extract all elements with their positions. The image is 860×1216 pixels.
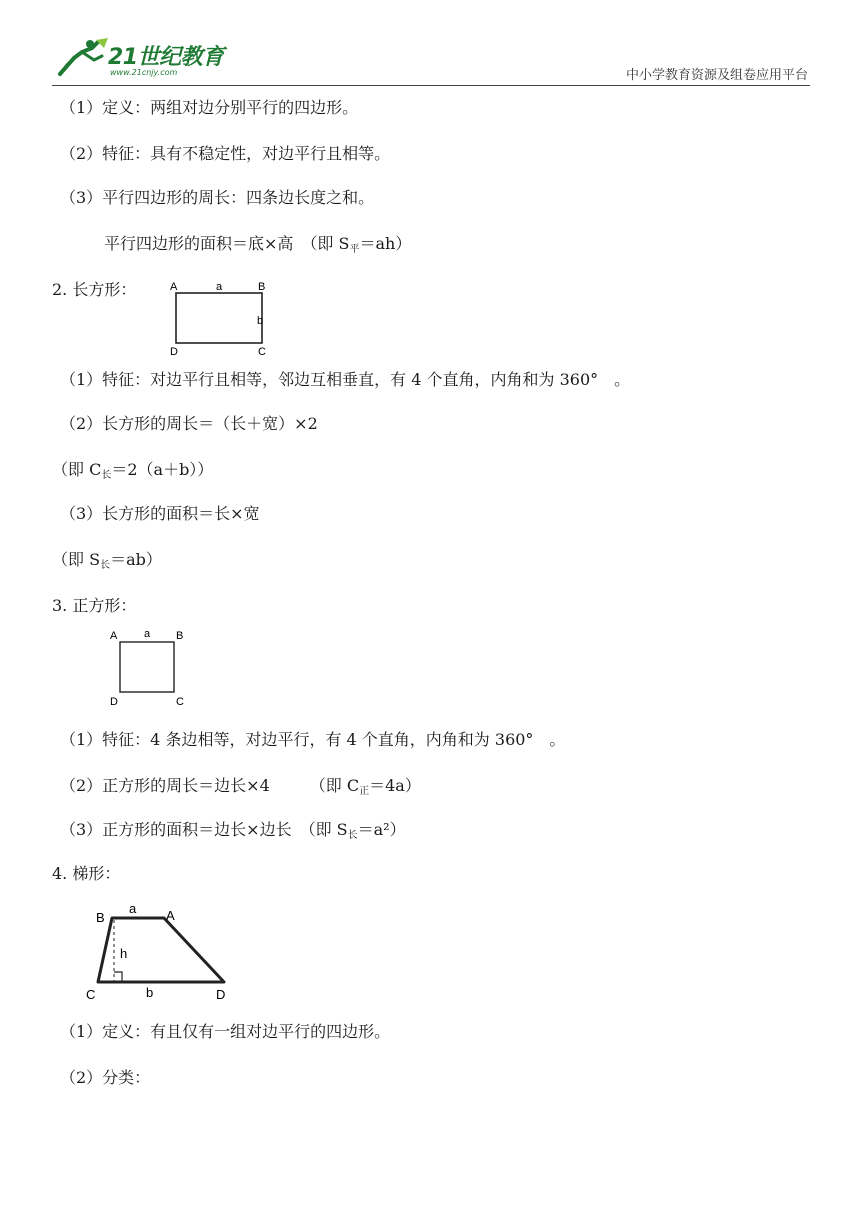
square-label-a: a — [144, 628, 151, 640]
logo-text: 21世纪教育 — [108, 45, 224, 70]
square-label-D: D — [110, 696, 118, 708]
rect-label-D: D — [170, 346, 178, 358]
rectangle-area-subscript: 长 — [100, 560, 111, 571]
parallelogram-area — [104, 234, 411, 260]
trap-label-b: b — [146, 985, 154, 1000]
square-perimeter-formula: ＝4a） — [369, 776, 421, 795]
trapezoid-definition: （1）定义：有且仅有一组对边平行的四边形。 — [60, 1022, 391, 1041]
square-figure — [104, 626, 204, 710]
trapezoid-title: 4. 梯形： — [52, 864, 121, 883]
rect-label-B: B — [258, 281, 266, 293]
parallelogram-area-text: 平行四边形的面积＝底×高 （即 S — [104, 234, 350, 253]
rectangle-area-formula-value: ＝ab） — [110, 550, 162, 569]
rectangle-perimeter-subscript: 长 — [101, 470, 112, 481]
header-divider — [52, 85, 810, 86]
square-area-text: （3）正方形的面积＝边长×边长 （即 S — [60, 820, 348, 839]
rectangle-feature: （1）特征：对边平行且相等，邻边互相垂直，有 4 个直角，内角和为 360° 。 — [60, 370, 631, 389]
square-title: 3. 正方形： — [52, 596, 137, 615]
square-perimeter — [60, 776, 421, 802]
rectangle-perimeter-formula-value: ＝2（a＋b）） — [111, 460, 214, 479]
square-shape — [120, 642, 174, 692]
rectangle-figure — [164, 278, 274, 358]
rectangle-shape — [176, 293, 262, 343]
rectangle-title: 2. 长方形： — [52, 280, 137, 299]
page-header — [0, 0, 860, 90]
trapezoid-figure — [84, 896, 244, 1006]
rectangle-area-formula — [52, 550, 162, 576]
square-area-subscript: 长 — [347, 830, 358, 841]
square-area-formula: ＝a²） — [357, 820, 406, 839]
square-area — [60, 820, 406, 846]
rect-label-b: b — [257, 315, 264, 327]
trap-label-A: A — [166, 908, 175, 923]
rectangle-area: （3）长方形的面积＝长×宽 — [60, 504, 260, 523]
trap-label-h: h — [120, 946, 128, 961]
rectangle-perimeter-formula-text: （即 C — [52, 460, 102, 479]
square-label-B: B — [176, 630, 184, 642]
square-label-A: A — [110, 630, 118, 642]
trap-label-B: B — [96, 910, 105, 925]
parallelogram-area-formula: ＝ah） — [359, 234, 412, 253]
square-perimeter-text: （2）正方形的周长＝边长×4 （即 C — [60, 776, 360, 795]
rect-label-a: a — [216, 281, 223, 293]
square-perimeter-subscript: 正 — [359, 786, 370, 797]
rect-label-A: A — [170, 281, 178, 293]
rectangle-perimeter-formula — [52, 460, 213, 486]
parallelogram-feature: （2）特征：具有不稳定性，对边平行且相等。 — [60, 144, 391, 163]
parallelogram-definition: （1）定义：两组对边分别平行的四边形。 — [60, 98, 359, 117]
rectangle-perimeter: （2）长方形的周长＝（长＋宽）×2 — [60, 414, 318, 433]
rectangle-area-formula-text: （即 S — [52, 550, 101, 569]
square-label-C: C — [176, 696, 184, 708]
trap-label-D: D — [216, 987, 226, 1002]
square-feature: （1）特征：4 条边相等，对边平行，有 4 个直角，内角和为 360° 。 — [60, 730, 566, 749]
trap-label-C: C — [86, 987, 96, 1002]
rect-label-C: C — [258, 346, 266, 358]
trap-label-a: a — [129, 901, 137, 916]
logo-url: www.21cnjy.com — [110, 68, 178, 77]
parallelogram-area-subscript: 平 — [349, 244, 360, 255]
parallelogram-perimeter: （3）平行四边形的周长：四条边长度之和。 — [60, 188, 375, 207]
platform-name: 中小学教育资源及组卷应用平台 — [625, 68, 808, 83]
trapezoid-classification: （2）分类： — [60, 1068, 151, 1087]
